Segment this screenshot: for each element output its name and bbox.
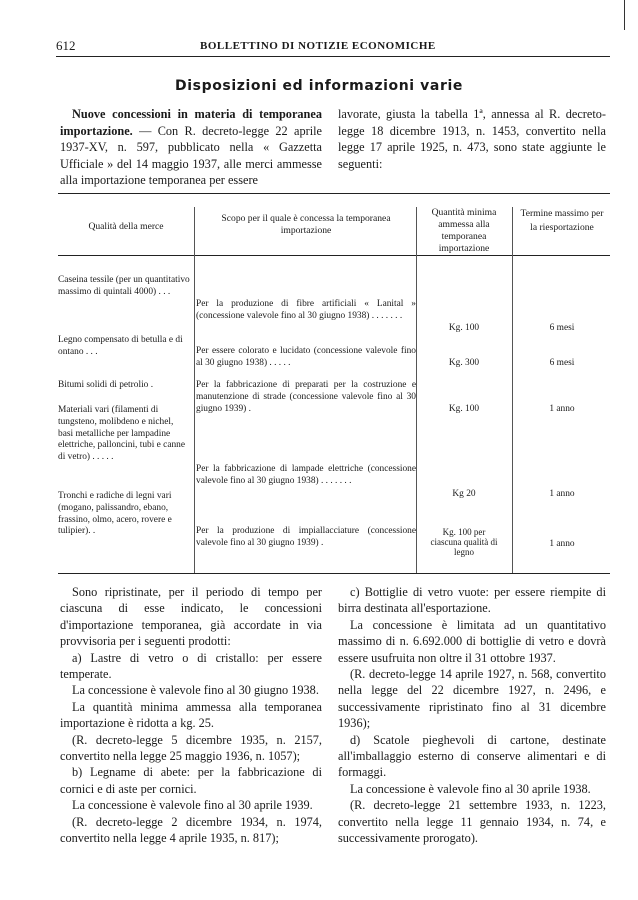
table-col-divider [416,207,417,573]
body-paragraph: (R. decreto-legge 14 aprile 1927, n. 568, convertito nella legge del 22 dicembre 1927, n. 2496, e successivamente ripristinato fino al 31 dicembre 1936); [338,667,606,731]
table-top-rule [58,193,610,194]
body-left-column [60,584,322,847]
table-row-termine: 6 mesi [549,323,575,333]
table-row-merce: Tronchi e radiche di legni vari (mogano, palissandro, ebano, frassino, olmo, acero, rovere e tulipier). . [58,491,172,537]
table-col-divider [512,207,513,573]
table-row-scopo: Per la fabbricazione di preparati per la costruzione e manutenzione di strade (concessione valevole fino al 30 giugno 1939) . [196,380,416,414]
table-row-merce: Caseina tessile (per un quantitativo massimo di quintali 4000) . . . [58,275,190,297]
body-paragraph: La concessione è valevole fino al 30 aprile 1939. [72,798,313,813]
table-row-merce: Bitumi solidi di petrolio . [58,380,154,390]
table-row-merce: Legno compensato di betulla e di ontano . . . [58,335,183,357]
body-paragraph: La quantità minima ammessa alla temporanea importazione è ridotta a kg. 25. [60,699,322,731]
page-edge-line [624,0,625,30]
table-row-termine: 1 anno [549,489,575,499]
body-right-column [338,584,606,847]
intro-left-text: — Con R. decreto-legge 22 aprile 1937-XV, n. 597, pubblicato nella « Gazzetta Ufficiale » del 14 maggio 1937, alle merci ammesse alla importazione temporanea per essere [60,123,322,188]
body-paragraph: (R. decreto-legge 5 dicembre 1935, n. 2157, convertito nella legge 25 maggio 1936, n. 1057); [60,732,322,764]
body-paragraph: La concessione è valevole fino al 30 aprile 1938. [350,781,591,796]
section-title: Disposizioni ed informazioni varie [175,78,463,94]
table-row-merce: Materiali vari (filamenti di tungsteno, molibdeno e nichel, basi metalliche per lampadine elettriche, palloncini, tubi e canne di vetro) . . . . . [58,405,186,463]
body-paragraph: La concessione è valevole fino al 30 giugno 1938. [72,683,319,698]
table-row-quantita: Kg. 300 [448,358,480,368]
running-title: BOLLETTINO DI NOTIZIE ECONOMICHE [200,40,436,52]
table-header-merce: Qualità della merce [88,221,164,232]
table-col-divider [194,207,195,573]
concessions-table [58,193,610,573]
body-paragraph: La concessione è limitata ad un quantitativo massimo di n. 6.692.000 di bottiglie di vetro e dovrà essere usufruita non oltre il 31 ottobre 1937. [338,617,606,665]
body-paragraph: (R. decreto-legge 21 settembre 1933, n. 1223, convertito nella legge 11 gennaio 1934, n. 74, e successivamente prorogato). [338,798,606,846]
table-row-scopo: Per la fabbricazione di lampade elettriche (concessione valevole fino al 30 giugno 1938) . . . . . . . [196,464,416,486]
body-paragraph: (R. decreto-legge 2 dicembre 1934, n. 1974, convertito nella legge 4 aprile 1935, n. 817); [60,814,322,846]
body-paragraph: d) Scatole pieghevoli di cartone, destinate all'imballaggio esterno di conserve alimentari e di formaggi. [338,732,606,780]
table-bottom-rule [58,573,610,574]
table-header-quantita: Quantità minima ammessa alla temporanea importazione [431,207,497,254]
body-paragraph: a) Lastre di vetro o di cristallo: per essere temperate. [60,650,322,682]
body-paragraph: b) Legname di abete: per la fabbricazione di cornici e di aste per cornici. [60,765,322,796]
body-paragraph: Sono ripristinate, per il periodo di tempo per ciascuna di esse indicato, le concessioni d'importazione temporanea, già accordate in via provvisoria per i seguenti prodotti: [60,585,322,649]
table-row-scopo: Per essere colorato e lucidato (concessione valevole fino al 30 giugno 1938) . . . . . [196,346,416,368]
table-row-quantita: Kg. 100 [448,404,480,414]
table-row-quantita: Kg. 100 [448,323,480,333]
table-header-termine: Termine massimo per la riesportazione [520,208,604,233]
table-header-rule [58,255,610,256]
table-row-scopo: Per la produzione di impiallacciature (concessione valevole fino al 30 giugno 1939) . [196,526,416,548]
intro-right-column: lavorate, giusta la tabella 1ª, annessa al R. decreto-legge 18 dicembre 1913, n. 1453, convertito nella legge 17 aprile 1925, n. 473, sono state aggiunte le seguenti: [338,107,606,171]
intro-left-column [60,106,322,189]
table-row-quantita: Kg 20 [452,489,476,499]
table-row-termine: 1 anno [549,404,575,414]
intro-heading: Nuove concessioni in materia di temporanea importazione. [60,107,322,138]
table-header-scopo: Scopo per il quale è concessa la temporanea importazione [221,213,391,236]
body-paragraph: c) Bottiglie di vetro vuote: per essere riempite di birra destinata all'esportazione. [338,585,606,616]
table-row-termine: 6 mesi [549,358,575,368]
header-divider [56,56,610,57]
table-row-quantita: Kg. 100 per ciascuna qualità di legno [430,527,498,557]
table-row-scopo: Per la produzione di fibre artificiali « Lanital » (concessione valevole fino al 30 giugno 1938) . . . . . . . [196,299,416,321]
page-number: 612 [56,38,76,53]
table-row-termine: 1 anno [549,539,575,549]
